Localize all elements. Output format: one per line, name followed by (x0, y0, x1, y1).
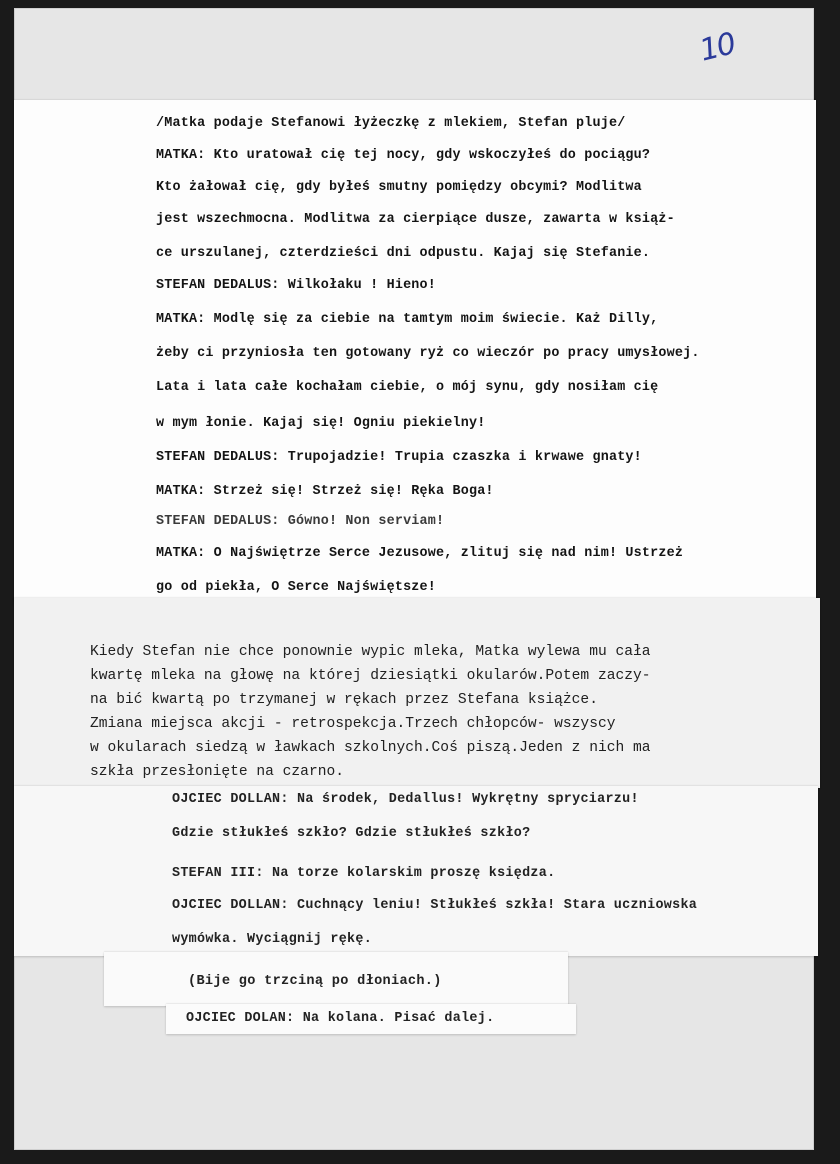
text-line: MATKA: Modlę się za ciebie na tamtym moim świecie. Każ Dilly, (156, 312, 659, 327)
pasted-strip-1 (14, 100, 816, 604)
text-line: MATKA: O Najświętrze Serce Jezusowe, zlituj się nad nim! Ustrzeż (156, 546, 684, 561)
pasted-strip-2 (14, 598, 820, 788)
text-line: Lata i lata całe kochałam ciebie, o mój synu, gdy nosiłam cię (156, 380, 659, 395)
text-line: Zmiana miejsca akcji - retrospekcja.Trzech chłopców- wszyscy (90, 716, 616, 732)
text-line: żeby ci przyniosła ten gotowany ryż co wieczór po pracy umysłowej. (156, 346, 700, 361)
text-line: na bić kwartą po trzymanej w rękach przez Stefana książce. (90, 692, 598, 708)
text-line: Kto żałował cię, gdy byłeś smutny pomiędzy obcymi? Modlitwa (156, 180, 642, 195)
text-line: w mym łonie. Kajaj się! Ogniu piekielny! (156, 416, 486, 431)
text-line: OJCIEC DOLAN: Na kolana. Pisać dalej. (186, 1011, 495, 1026)
text-line: STEFAN DEDALUS: Wilkołaku ! Hieno! (156, 278, 437, 293)
text-line: ce urszulanej, czterdzieści dni odpustu. Kajaj się Stefanie. (156, 246, 651, 261)
text-line: w okularach siedzą w ławkach szkolnych.Coś piszą.Jeden z nich ma (90, 740, 651, 756)
pasted-strip-5 (166, 1004, 576, 1034)
text-line: go od piekła, O Serce Najświętsze! (156, 580, 437, 595)
page-number: 10 (696, 26, 738, 69)
text-line: jest wszechmocna. Modlitwa za cierpiące dusze, zawarta w książ- (156, 212, 675, 227)
text-line: szkła przesłonięte na czarno. (90, 764, 344, 780)
pasted-strip-4 (104, 952, 568, 1006)
text-line: kwartę mleka na głowę na której dziesiątki okularów.Potem zaczy- (90, 668, 651, 684)
text-line: MATKA: Strzeż się! Strzeż się! Ręka Boga! (156, 484, 494, 499)
text-line: /Matka podaje Stefanowi łyżeczkę z mlekiem, Stefan pluje/ (156, 116, 626, 131)
text-line: Gdzie stłukłeś szkło? Gdzie stłukłeś szkło? (172, 826, 531, 841)
text-line: MATKA: Kto uratował cię tej nocy, gdy wskoczyłeś do pociągu? (156, 148, 651, 163)
text-line: Kiedy Stefan nie chce ponownie wypic mleka, Matka wylewa mu cała (90, 644, 651, 660)
text-line: STEFAN III: Na torze kolarskim proszę księdza. (172, 866, 556, 881)
text-line: STEFAN DEDALUS: Gówno! Non serviam! (156, 514, 445, 529)
stage-direction: (Bije go trzciną po dłoniach.) (188, 974, 442, 989)
text-line: wymówka. Wyciągnij rękę. (172, 932, 373, 947)
text-line: OJCIEC DOLLAN: Cuchnący leniu! Stłukłeś szkła! Stara uczniowska (172, 898, 698, 913)
text-line: STEFAN DEDALUS: Trupojadzie! Trupia czaszka i krwawe gnaty! (156, 450, 642, 465)
text-line: OJCIEC DOLLAN: Na środek, Dedallus! Wykrętny spryciarzu! (172, 792, 639, 807)
pasted-strip-3 (14, 786, 818, 956)
